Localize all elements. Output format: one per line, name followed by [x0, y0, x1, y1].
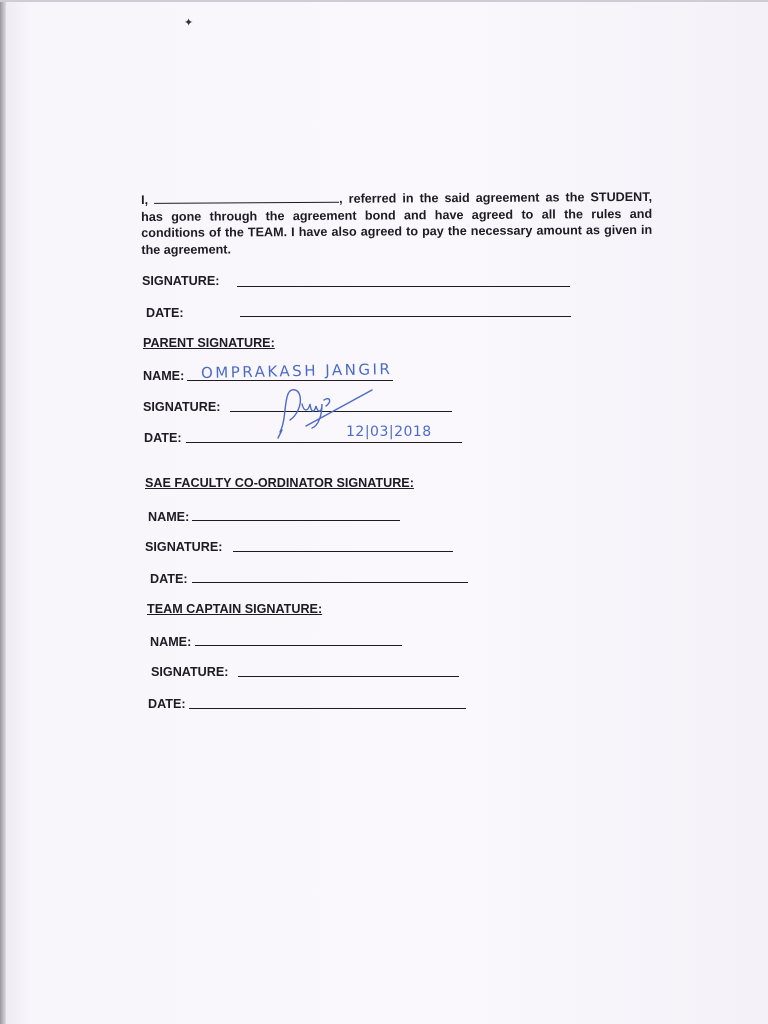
captain-date-line — [189, 708, 466, 709]
captain-date-label: DATE: — [148, 697, 186, 711]
faculty-name-line — [192, 520, 400, 521]
parent-name-label: NAME: — [143, 369, 185, 383]
student-date-line — [240, 316, 571, 317]
faculty-signature-label: SIGNATURE: — [145, 540, 223, 554]
parent-date-line — [186, 442, 462, 443]
student-signature-line — [237, 286, 570, 287]
captain-name-line — [195, 645, 402, 646]
faculty-date-label: DATE: — [150, 572, 188, 586]
student-declaration-paragraph — [141, 189, 652, 258]
parent-signature-label: SIGNATURE: — [143, 400, 221, 414]
parent-name-handwritten: OMPRAKASH JANGIR — [200, 359, 393, 383]
scan-speck-mark: ✦ — [184, 17, 194, 29]
student-name-blank — [154, 192, 339, 204]
student-signature-label: SIGNATURE: — [142, 274, 220, 288]
parent-date-handwritten: 12|03|2018 — [346, 424, 432, 440]
declaration-text: , referred in the said agreement as the STUDENT, has gone through the agreement bond and have agreed to all the rules and conditions of the TEAM. I have also agreed to pay the necessary amount as given in the agreement. — [141, 189, 653, 257]
scan-left-edge-shadow — [0, 0, 6, 1024]
captain-signature-line — [238, 676, 459, 677]
faculty-date-line — [192, 582, 468, 583]
parent-date-label: DATE: — [144, 431, 182, 445]
faculty-signature-heading: SAE FACULTY CO-ORDINATOR SIGNATURE: — [145, 476, 414, 490]
captain-name-label: NAME: — [150, 635, 192, 649]
parent-signature-heading: PARENT SIGNATURE: — [143, 336, 275, 350]
declaration-prefix: I, — [141, 192, 149, 207]
faculty-signature-line — [233, 551, 453, 552]
faculty-name-label: NAME: — [148, 510, 190, 524]
student-date-label: DATE: — [146, 306, 184, 320]
scan-top-edge — [0, 0, 768, 2]
captain-signature-label: SIGNATURE: — [151, 665, 229, 679]
captain-signature-heading: TEAM CAPTAIN SIGNATURE: — [147, 602, 323, 616]
